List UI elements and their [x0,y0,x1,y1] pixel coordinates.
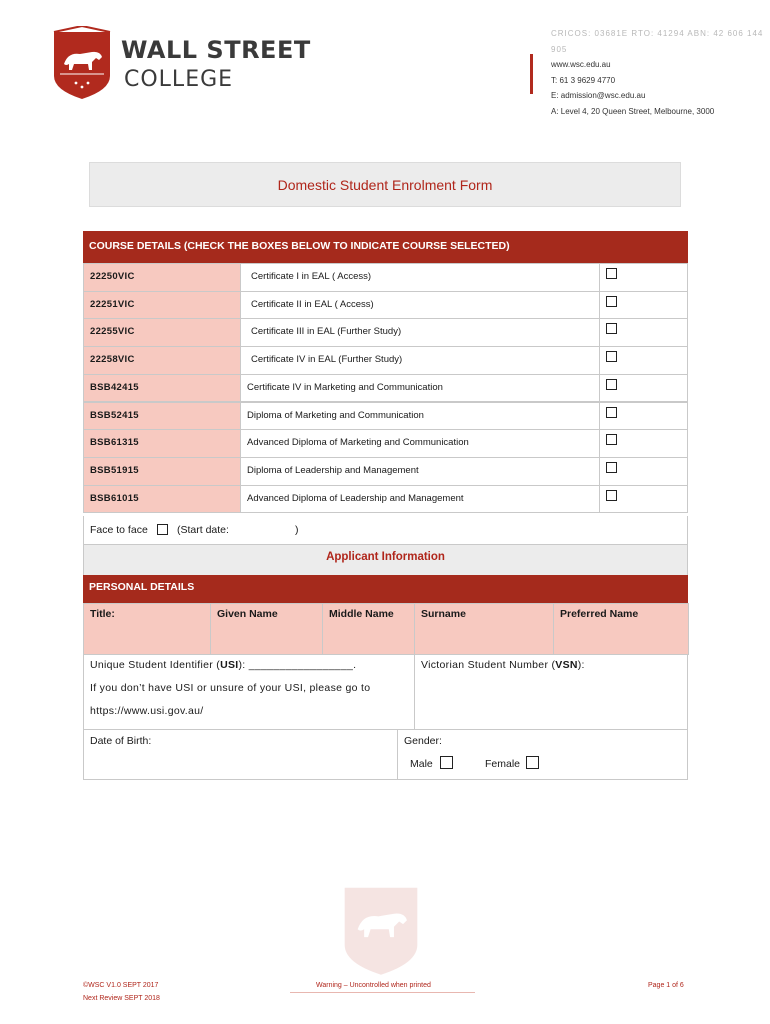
male-label: Male [410,758,433,770]
course-name: Diploma of Marketing and Communication [247,409,424,421]
course-name: Certificate II in EAL ( Access) [251,298,374,310]
female-checkbox[interactable] [526,756,539,769]
course-code-cell [83,291,241,320]
gender-label: Gender: [404,735,442,747]
course-check-cell [599,429,688,458]
course-code-cell [83,263,241,292]
face-to-face-checkbox[interactable] [157,524,168,535]
name-column-label: Given Name [217,608,278,620]
name-column-header[interactable] [210,603,323,655]
usi-website-link[interactable]: https://www.usi.gov.au/ [90,705,204,717]
course-check-cell [599,485,688,514]
phone-number: T: 61 3 9629 4770 [551,75,616,85]
course-code: BSB52415 [90,409,139,421]
face-to-face-row [83,516,688,545]
course-name-cell [240,374,600,403]
course-name-cell [240,402,600,431]
course-code-cell [83,318,241,347]
course-code-cell [83,346,241,375]
course-check-cell [599,402,688,431]
course-name: Certificate III in EAL (Further Study) [251,326,402,338]
street-address: A: Level 4, 20 Queen Street, Melbourne, 3000 [551,106,715,116]
form-title-box [89,162,681,207]
course-name: Diploma of Leadership and Management [247,464,419,476]
registration-numbers: CRICOS: 03681E RTO: 41294 ABN: 42 606 144 905 [551,29,764,54]
dob-cell[interactable] [83,730,398,780]
course-code: 22255VIC [90,326,135,338]
course-name: Certificate IV in EAL (Further Study) [251,354,403,366]
course-row [83,457,688,486]
course-row [83,346,688,375]
female-label: Female [485,758,521,770]
course-name-cell [240,457,600,486]
footer-review: Next Review SEPT 2018 [83,995,160,1002]
usi-cell [83,654,415,730]
name-column-label: Title: [90,608,115,620]
email-address[interactable]: E: admission@wsc.edu.au [551,91,646,100]
form-title: Domestic Student Enrolment Form [277,177,493,193]
start-date-close: ) [295,524,299,536]
course-name-cell [240,485,600,514]
footer-rule [290,992,475,993]
name-column-header[interactable] [553,603,689,655]
start-date-label: (Start date: [177,524,229,536]
course-code: BSB61315 [90,437,139,449]
personal-details-heading: PERSONAL DETAILS [83,575,688,603]
course-check-cell [599,457,688,486]
name-column-header[interactable] [414,603,554,655]
course-row [83,485,688,514]
course-row [83,318,688,347]
name-column-label: Surname [421,608,466,620]
course-code-cell [83,457,241,486]
course-check-cell [599,346,688,375]
gender-cell [397,730,688,780]
brand-name-line1: WALL STREET [121,36,311,64]
vsn-cell [414,654,688,730]
course-name-cell [240,429,600,458]
course-name-cell [240,346,600,375]
course-name: Advanced Diploma of Marketing and Communication [247,437,469,449]
course-code: 22250VIC [90,271,135,282]
course-details-heading: COURSE DETAILS (CHECK THE BOXES BELOW TO INDICATE COURSE SELECTED) [83,231,688,263]
applicant-info-bar [83,545,688,575]
course-code-cell [83,485,241,514]
watermark-crest [342,880,420,976]
course-code: 22251VIC [90,298,135,310]
course-checkbox[interactable] [606,268,617,279]
usi-help-text: If you don’t have USI or unsure of your USI, please go to [90,682,371,694]
course-row [83,402,688,431]
name-column-label: Preferred Name [560,608,639,620]
course-row [83,429,688,458]
name-column-label: Middle Name [329,608,394,620]
contact-block [551,26,770,119]
course-row [83,374,688,403]
course-checkbox[interactable] [606,434,617,445]
course-checkbox[interactable] [606,379,617,390]
face-to-face-label: Face to face [90,524,148,536]
course-checkbox[interactable] [606,323,617,334]
footer-warning: Warning – Uncontrolled when printed [316,982,431,989]
course-name: Certificate IV in Marketing and Communication [247,381,443,393]
course-code: BSB51915 [90,464,139,476]
course-check-cell [599,291,688,320]
course-code: BSB61015 [90,492,139,504]
brand-name-line2: COLLEGE [124,67,234,92]
name-column-header[interactable] [322,603,415,655]
course-name: Advanced Diploma of Leadership and Management [247,492,464,504]
usi-label: Unique Student Identifier (USI): _________________. [90,659,357,671]
dob-label: Date of Birth: [90,735,152,747]
course-check-cell [599,318,688,347]
course-code: 22258VIC [90,354,135,366]
course-row [83,291,688,320]
course-checkbox[interactable] [606,462,617,473]
male-checkbox[interactable] [440,756,453,769]
course-checkbox[interactable] [606,351,617,362]
course-name-cell [240,318,600,347]
vsn-label: Victorian Student Number (VSN): [421,659,585,671]
college-crest-logo [52,26,112,100]
course-row [83,263,688,292]
course-checkbox[interactable] [606,407,617,418]
header-divider [530,54,533,94]
course-code-cell [83,402,241,431]
course-code-cell [83,429,241,458]
website-link[interactable]: www.wsc.edu.au [551,60,611,69]
course-checkbox[interactable] [606,296,617,307]
course-check-cell [599,263,688,292]
course-name-cell [240,291,600,320]
course-name-cell [240,263,600,292]
name-column-header[interactable] [83,603,211,655]
footer-version: ©WSC V1.0 SEPT 2017 [83,982,159,989]
course-checkbox[interactable] [606,490,617,501]
applicant-info-heading: Applicant Information [326,551,445,563]
course-code-cell [83,374,241,403]
course-check-cell [599,374,688,403]
course-code: BSB42415 [90,381,139,393]
course-name: Certificate I in EAL ( Access) [251,271,372,282]
footer-page-number: Page 1 of 6 [648,982,684,989]
